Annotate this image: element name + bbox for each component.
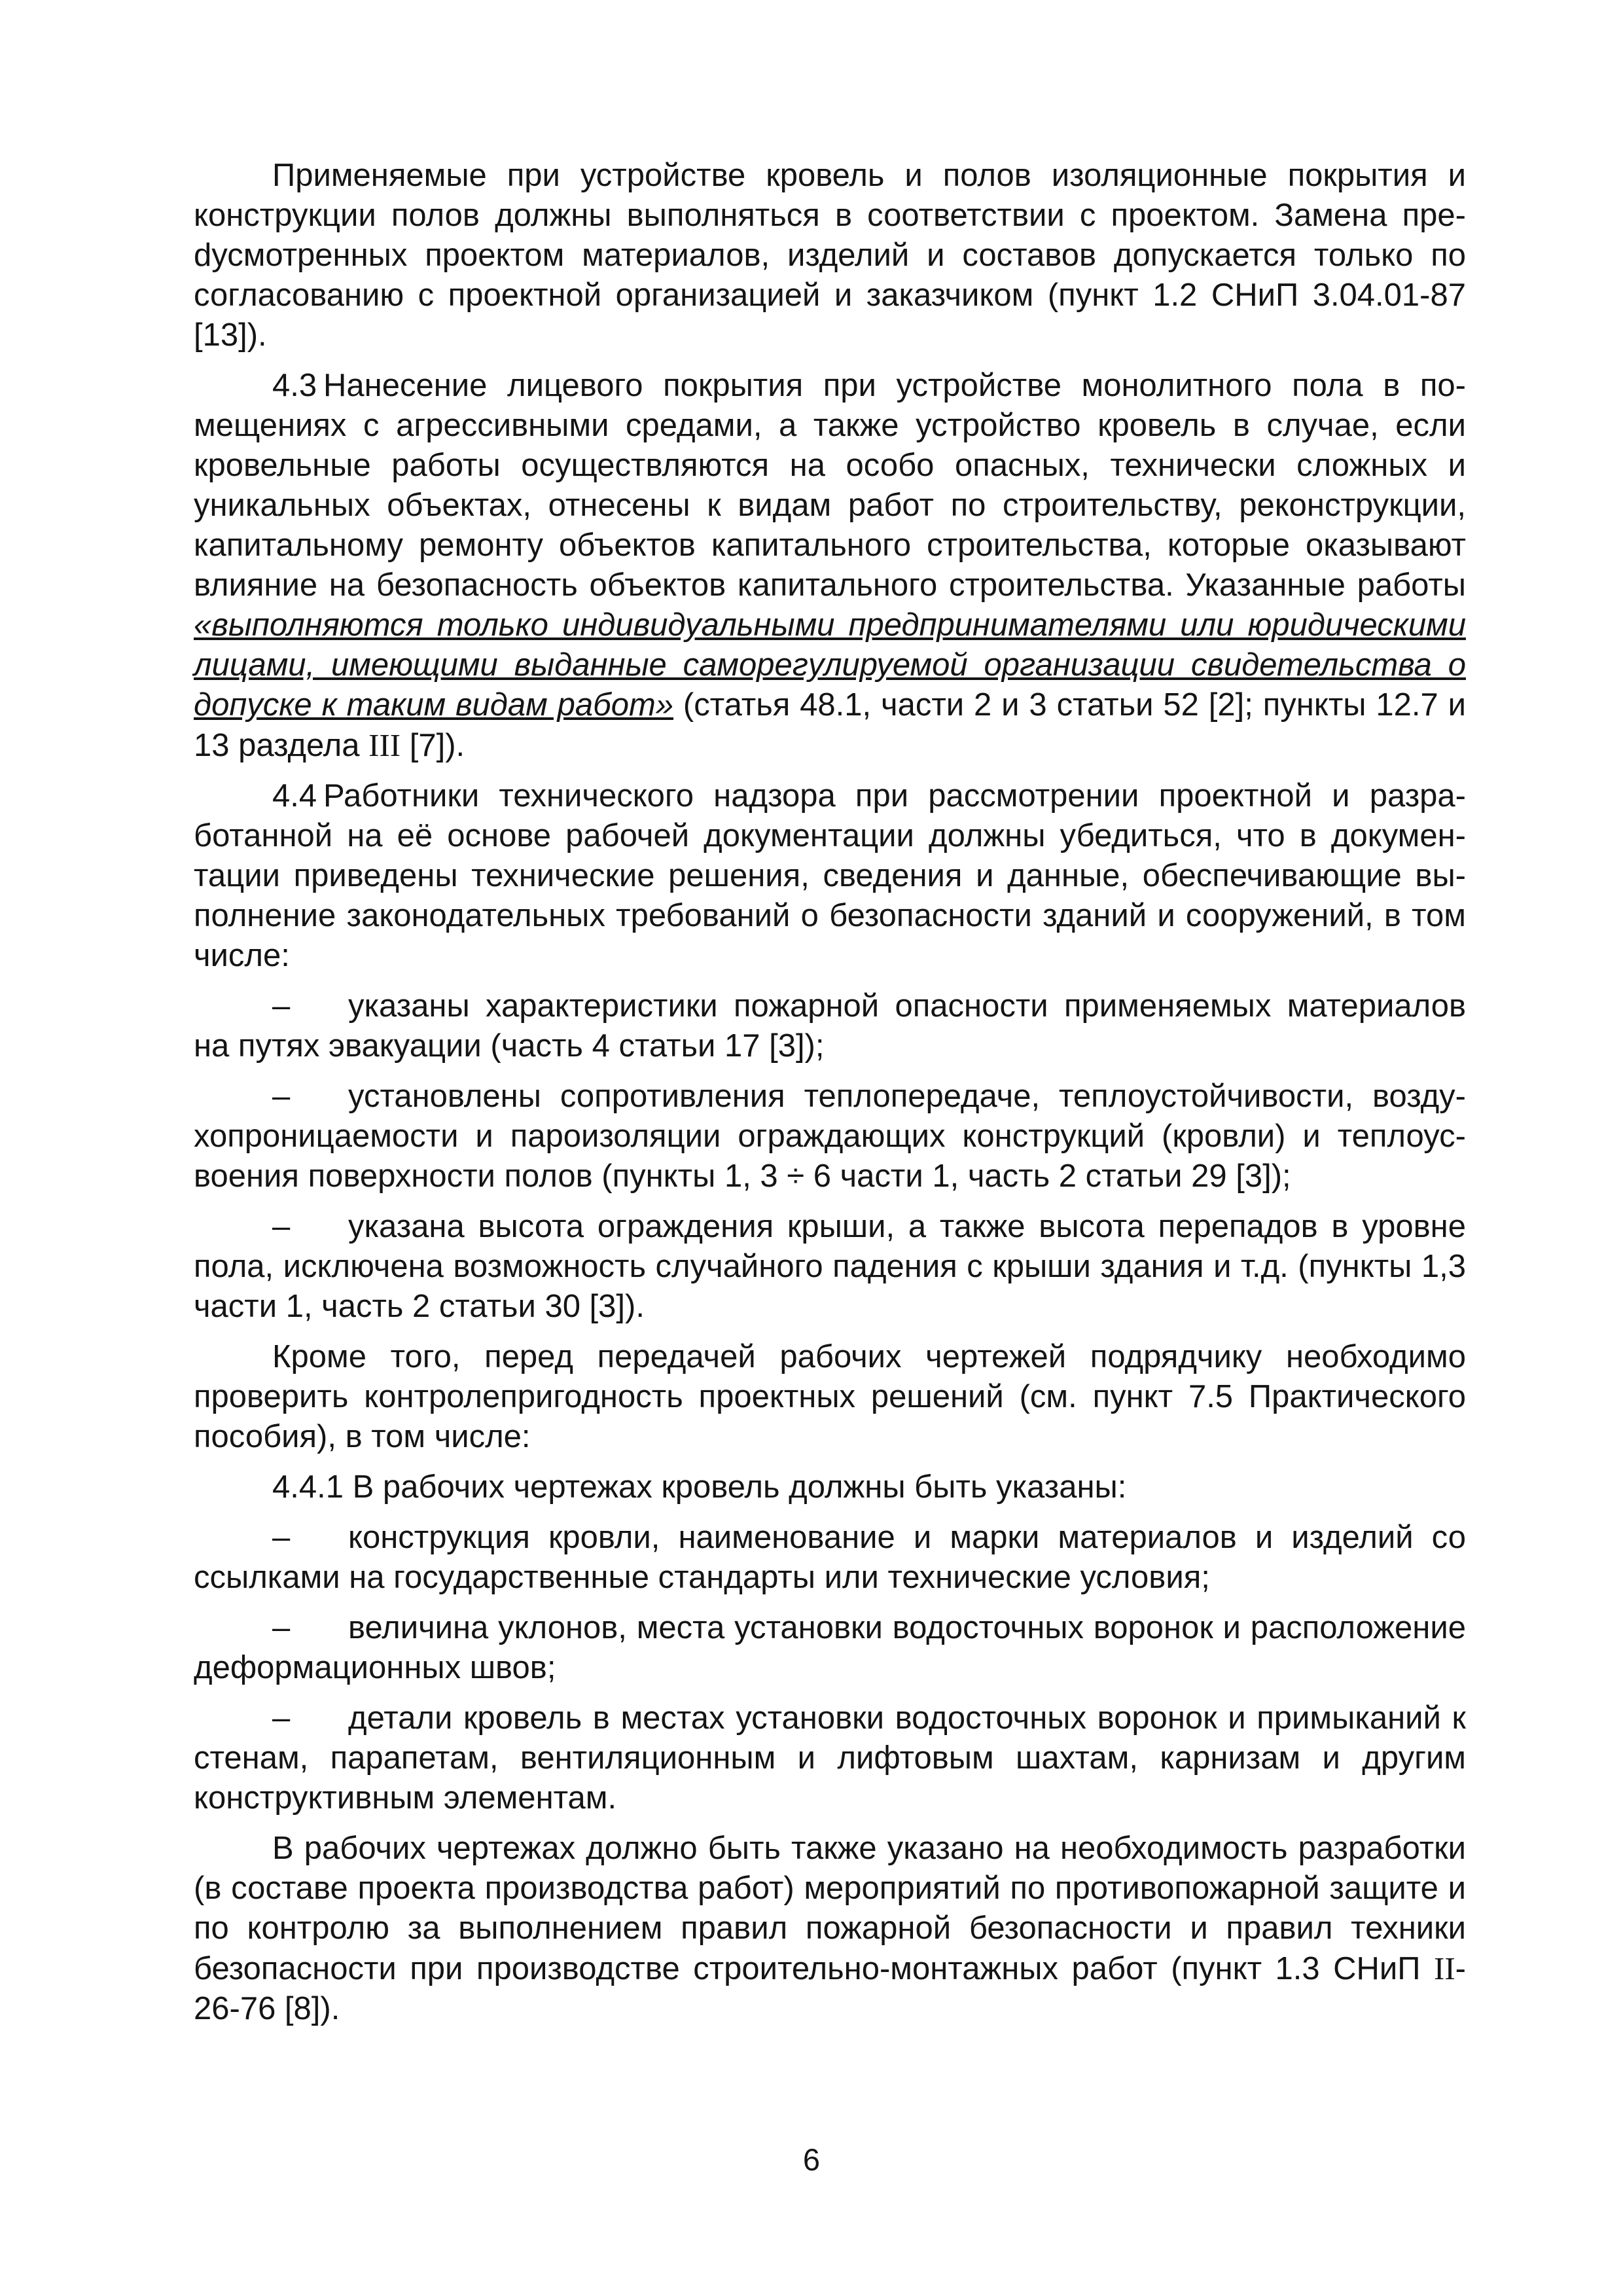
list-item-text: конструкция кровли, наименование и марки материалов и изделий со ссылками на государственные стандарты или технические условия; (194, 1520, 1466, 1595)
list-item-text: детали кровель в местах установки водосточных воронок и примыканий к стенам, парапетам, вентиляционным и лифтовым шахтам, карнизам и другим конструктивным элементам. (194, 1700, 1466, 1816)
paragraph-4-4 (194, 776, 1466, 976)
paragraph-4-3-end: [7]). (409, 728, 465, 763)
paragraph-additionally: Кроме того, перед передачей рабочих чертежей подрядчику необходимо проверить контролепригодность проектных решений (см. пункт 7.5 Практического пособия), в том числе: (194, 1339, 1466, 1454)
list-item-text: указана высота ограждения крыши, а также высота перепадов в уровне пола, исключена возможность случайного падения с крыши здания и т.д. (пункты 1,3 части 1, часть 2 статьи 30 [3]). (194, 1209, 1466, 1324)
paragraph-4-4-1: 4.4.1 В рабочих чертежах кровель должны быть указаны: (272, 1469, 1127, 1505)
list-item (194, 986, 1466, 1066)
dash-marker: – (272, 1520, 291, 1555)
paragraph-4-4-text: Работники технического надзора при рассмотрении проектной и разработанной на её основе рабочей документации должны убедиться, что в документации приведены технические решения, сведения и данные, обеспечивающие выполнение законодательных требований о безопасности зданий и сооружений, в том числе: (194, 778, 1466, 973)
section-number-4-4: 4.4 (272, 778, 317, 814)
page-number: 6 (802, 2142, 821, 2177)
paragraph-4-3-references: (статья 48.1, части 2 и 3 статьи 52 [2]; пункты 12.7 и 13 раздела (194, 687, 1466, 763)
dash-marker: – (272, 1610, 291, 1645)
paragraph-fire-safety-end: -26-76 [8]). (194, 1951, 1466, 2026)
paragraph-fire-safety-text: В рабочих чертежах должно быть также указано на необходимость разработки (в составе проекта производства работ) мероприятий по противопожарной защите и по контролю за выполнением правил пожарной безопасности и правил техники безопасности при производстве строительно-монтажных работ (пункт 1.3 СНиП (194, 1831, 1466, 1986)
section-number-4-3: 4.3 (272, 368, 317, 403)
list-item-text: указаны характеристики пожарной опасности применяемых материалов на путях эвакуации (часть 4 статьи 17 [3]); (194, 988, 1466, 1064)
list-item-text: установлены сопротивления теплопередаче, теплоустойчивости, воздухопроницаемости и пароизоляции ограждающих конструкций (кровли) и теплоусвоения поверхности полов (пункты 1, 3 ÷ 6 части 1, часть 2 статьи 29 [3]); (194, 1079, 1466, 1194)
list-item (194, 1518, 1466, 1598)
paragraph-fire-safety (194, 1829, 1466, 2029)
paragraph-4-3 (194, 366, 1466, 766)
roman-numeral-section: III (368, 727, 401, 763)
list-item (194, 1207, 1466, 1327)
dash-marker: – (272, 988, 291, 1024)
document-page (194, 156, 1466, 2029)
roman-numeral-snip: II (1434, 1950, 1455, 1986)
dash-marker: – (272, 1700, 291, 1736)
list-item (194, 1698, 1466, 1818)
list-item (194, 1608, 1466, 1688)
list-item-text: величина уклонов, места установки водосточных воронок и расположение деформационных швов; (194, 1610, 1466, 1685)
quoted-requirement: «выполняются только индивидуальными предпринимателями или юридическими лицами, имеющими выданные саморегулируемой организации свидетельства о допуске к таким видам работ» (194, 607, 1466, 723)
paragraph-4-3-text: Нанесение лицевого покрытия при устройстве монолитного пола в помещениях с агрессивными средами, а также устройство кровель в случае, если кровельные работы осуществляются на особо опасных, технически сложных и уникальных объектах, отнесены к видам работ по строительству, реконструкции, капитальному ремонту объектов капитального строительства, которые оказывают влияние на безопасность объектов капитального строительства. Указанные работы (194, 368, 1466, 603)
dash-marker: – (272, 1079, 291, 1114)
dash-marker: – (272, 1209, 291, 1244)
list-item (194, 1077, 1466, 1196)
paragraph-materials: Применяемые при устройстве кровель и полов изоляционные покрытия и конструкции полов должны выполняться в соответствии с проектом. Замена преdусмотренных проектом материалов, изделий и составов допускается только по согласованию с проектной организацией и заказчиком (пункт 1.2 СНиП 3.04.01-87 [13]). (194, 158, 1466, 353)
